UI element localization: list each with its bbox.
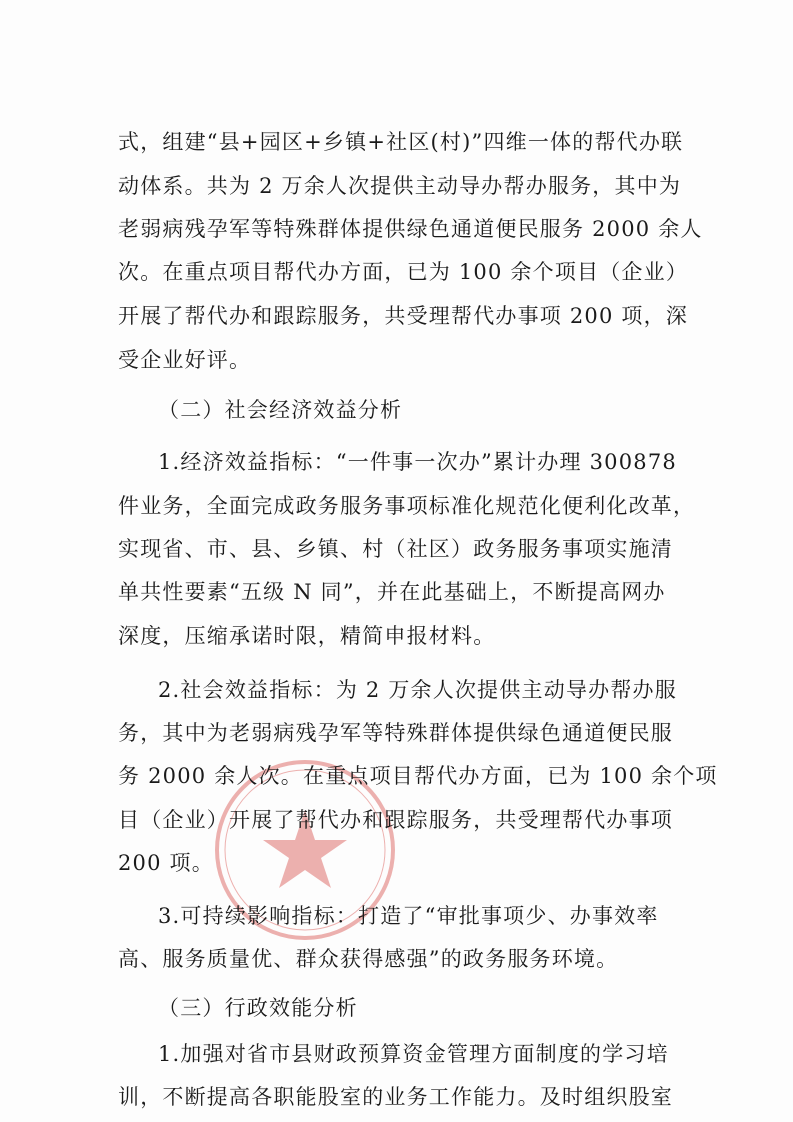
paragraph-line-11: 单共性要素“五级 N 同”，并在此基础上，不断提高网办: [118, 580, 666, 604]
paragraph-line-18: 3.可持续影响指标：打造了“审批事项少、办事效率: [158, 904, 659, 928]
paragraph-line-17: 200 项。: [118, 851, 214, 875]
paragraph-line-16: 目（企业）开展了帮代办和跟踪服务，共受理帮代办事项: [118, 808, 673, 832]
paragraph-line-13: 2.社会效益指标：为 2 万余人次提供主动导办帮办服: [158, 678, 677, 702]
paragraph-line-6: 受企业好评。: [118, 348, 252, 372]
paragraph-line-4: 次。在重点项目帮代办方面，已为 100 余个项目（企业）: [118, 260, 689, 284]
paragraph-line-15: 务 2000 余人次。在重点项目帮代办方面，已为 100 余个项: [118, 764, 718, 788]
paragraph-line-21: 1.加强对省市县财政预算资金管理方面制度的学习培: [158, 1042, 669, 1066]
paragraph-line-8: 1.经济效益指标：“一件事一次办”累计办理 300878: [158, 450, 677, 474]
paragraph-line-10: 实现省、市、县、乡镇、村（社区）政务服务事项实施清: [118, 537, 673, 561]
paragraph-line-5: 开展了帮代办和跟踪服务，共受理帮代办事项 200 项，深: [118, 304, 689, 328]
paragraph-line-9: 件业务，全面完成政务服务事项标准化规范化便利化改革，: [118, 494, 696, 518]
paragraph-line-19: 高、服务质量优、群众获得感强”的政务服务环境。: [118, 947, 619, 971]
paragraph-line-14: 务，其中为老弱病残孕军等特殊群体提供绿色通道便民服: [118, 721, 673, 745]
paragraph-line-3: 老弱病残孕军等特殊群体提供绿色通道便民服务 2000 余人: [118, 217, 703, 241]
paragraph-line-1: 式，组建“县+园区+乡镇+社区(村)”四维一体的帮代办联: [118, 130, 684, 154]
paragraph-line-12: 深度，压缩承诺时限，精简申报材料。: [118, 624, 496, 648]
paragraph-line-22: 训，不断提高各职能股室的业务工作能力。及时组织股室: [118, 1085, 673, 1109]
section-heading-3: （三）行政效能分析: [158, 996, 358, 1020]
section-heading-2: （二）社会经济效益分析: [158, 398, 403, 422]
paragraph-line-2: 动体系。共为 2 万余人次提供主动导办帮办服务，其中为: [118, 174, 682, 198]
